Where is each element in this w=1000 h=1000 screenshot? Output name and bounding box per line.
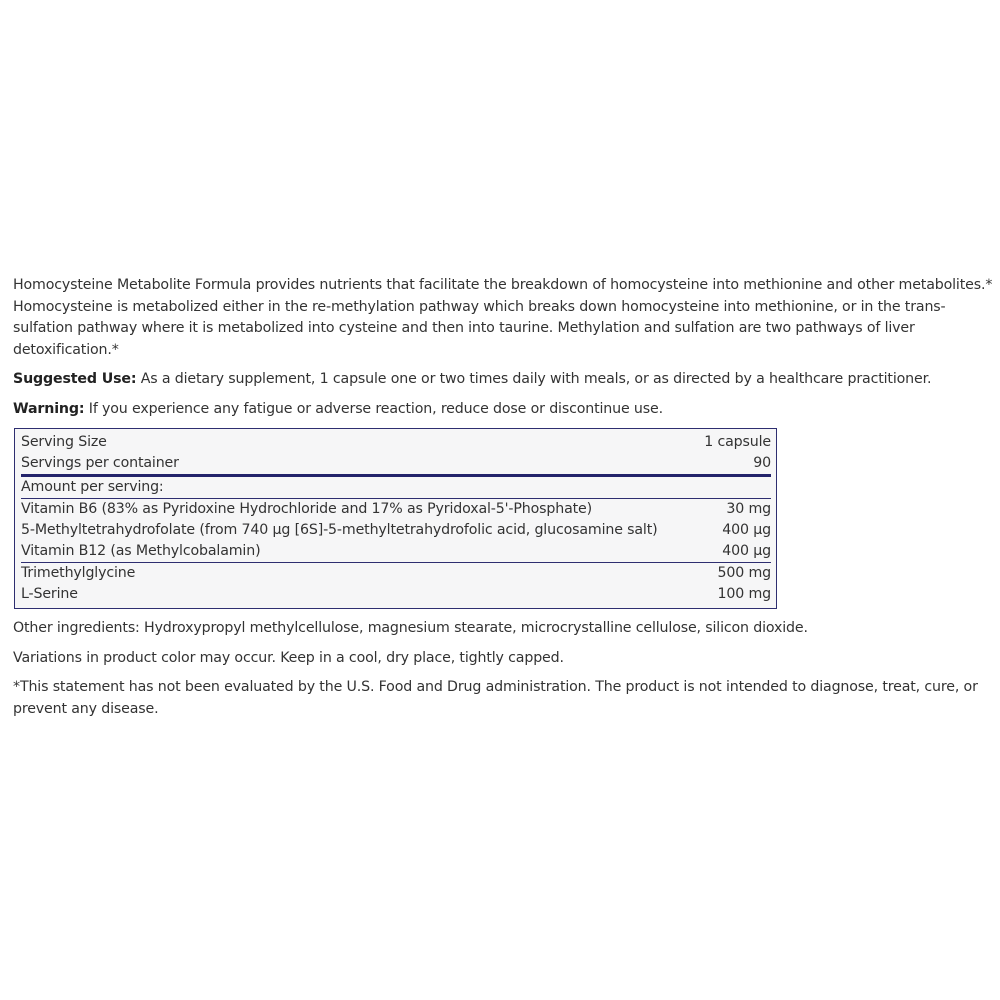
serving-size-label: Serving Size (21, 434, 107, 450)
ingredient-row (21, 499, 771, 520)
ingredient-name: Vitamin B6 (83% as Pyridoxine Hydrochloride and 17% as Pyridoxal-5'-Phosphate) (21, 501, 592, 517)
other-ingredients: Other ingredients: Hydroxypropyl methylcellulose, magnesium stearate, microcrystalline cellulose, silicon dioxide. (13, 620, 808, 636)
fda-disclaimer: *This statement has not been evaluated by the U.S. Food and Drug administration. The product is not intended to diagnose, treat, cure, or prevent any disease. (13, 679, 978, 717)
supplement-facts-table (14, 428, 777, 609)
ingredient-name: Trimethylglycine (21, 565, 136, 581)
ingredient-amount: 400 µg (722, 522, 771, 538)
ingredient-row (21, 520, 771, 541)
ingredient-row (21, 541, 771, 563)
suggested-use-label: Suggested Use: (13, 371, 137, 387)
warning (13, 399, 993, 421)
warning-text: If you experience any fatigue or adverse reaction, reduce dose or discontinue use. (84, 400, 663, 417)
amount-per-serving-label: Amount per serving: (21, 479, 164, 495)
ingredient-amount: 500 mg (717, 565, 771, 581)
ingredient-amount: 400 µg (722, 543, 771, 559)
ingredient-row (21, 563, 771, 584)
ingredient-name: L-Serine (21, 586, 78, 602)
suggested-use (13, 369, 993, 391)
ingredient-amount: 100 mg (717, 586, 771, 602)
suggested-use-text: As a dietary supplement, 1 capsule one or two times daily with meals, or as directed by a healthcare practitioner. (136, 371, 932, 387)
warning-label: Warning: (13, 400, 85, 417)
servings-per-container-label: Servings per container (21, 455, 179, 471)
serving-size-value: 1 capsule (704, 434, 771, 450)
ingredient-name: 5-Methyltetrahydrofolate (from 740 µg [6S]-5-methyltetrahydrofolic acid, glucosamine salt) (21, 522, 658, 538)
product-details (13, 275, 993, 728)
amount-per-serving-row (21, 477, 771, 499)
product-description: Homocysteine Metabolite Formula provides nutrients that facilitate the breakdown of homocysteine into methionine and other metabolites.* Homocysteine is metabolized either in the re-methylation pathway which breaks down homocysteine into methionine, or in the trans-sulfation pathway where it is metabolized into cysteine and then into taurine. Methylation and sulfation are two pathways of liver detoxification.* (13, 277, 993, 358)
ingredient-amount: 30 mg (726, 501, 771, 517)
servings-per-container-row (21, 453, 771, 477)
ingredient-row (21, 584, 771, 605)
ingredient-name: Vitamin B12 (as Methylcobalamin) (21, 543, 261, 559)
storage-note: Variations in product color may occur. Keep in a cool, dry place, tightly capped. (13, 649, 564, 666)
servings-per-container-value: 90 (753, 455, 771, 471)
serving-size-row (21, 432, 771, 453)
